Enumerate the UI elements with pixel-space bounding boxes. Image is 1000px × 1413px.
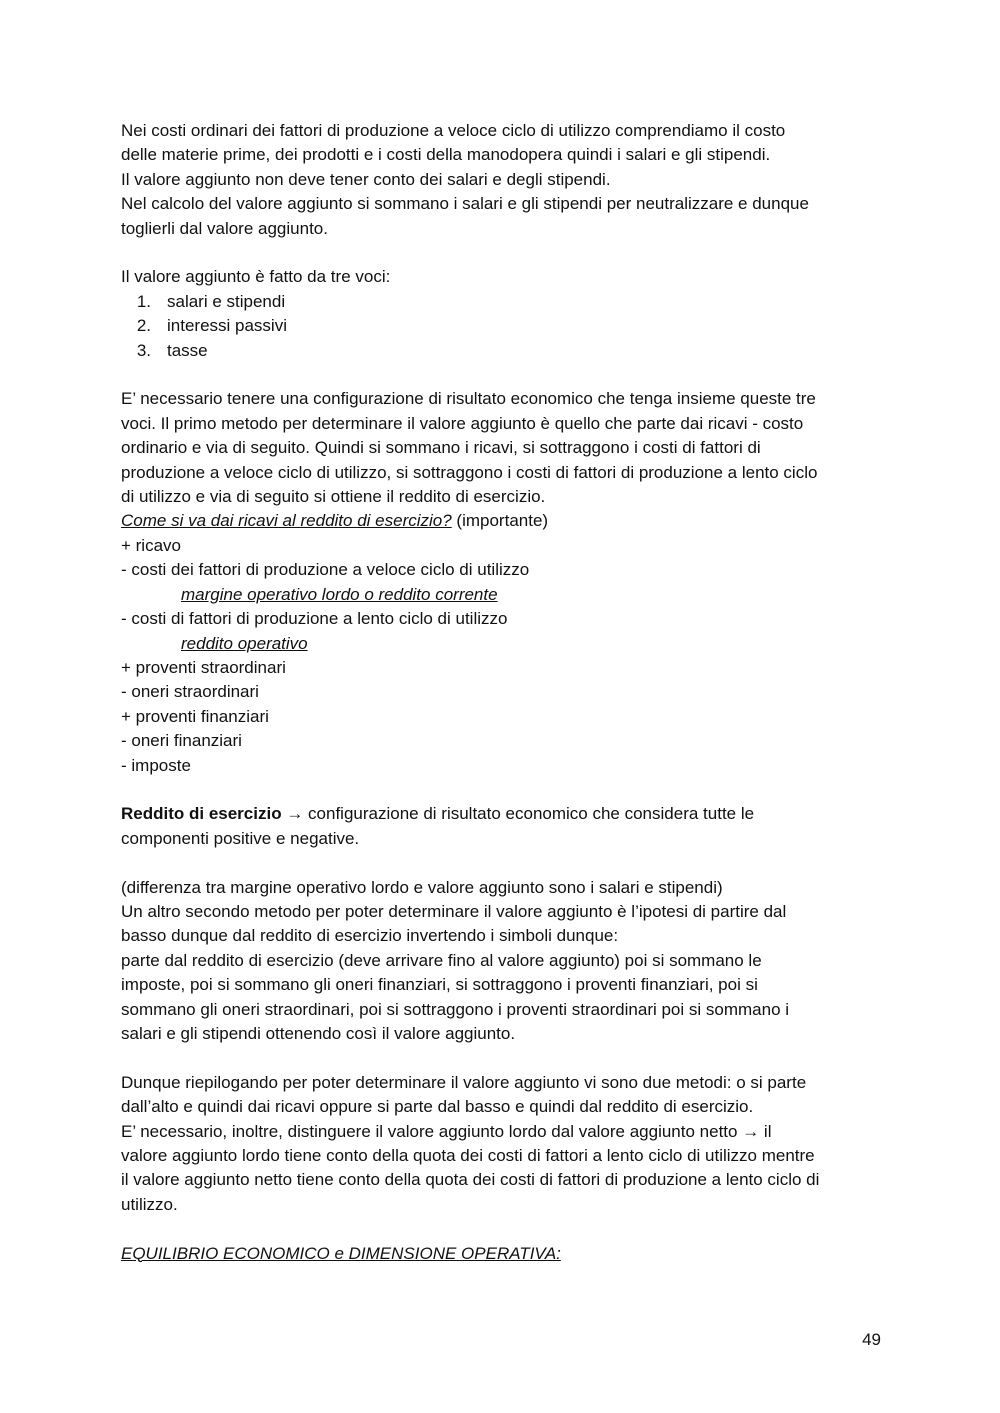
- text-line: utilizzo.: [121, 1194, 178, 1214]
- text-line: Il valore aggiunto non deve tener conto dei salari e degli stipendi.: [121, 169, 611, 189]
- text-line: Nei costi ordinari dei fattori di produzione a veloce ciclo di utilizzo comprendiamo il costo: [121, 121, 786, 140]
- text-line: parte dal reddito di esercizio (deve arrivare fino al valore aggiunto) poi si sommano le: [121, 950, 762, 970]
- text-line: produzione a veloce ciclo di utilizzo, si sottraggono i costi di fattori di produzione a lento ciclo: [121, 462, 818, 482]
- subtotal-line: margine operativo lordo o reddito corrente: [181, 584, 498, 604]
- text-line: dall’alto e quindi dai ricavi oppure si parte dal basso e quindi dal reddito di esercizio.: [121, 1097, 754, 1117]
- step-line: - imposte: [121, 755, 191, 775]
- list-number: 1.: [136, 291, 151, 311]
- definition-text: → configurazione di risultato economico che considera tutte le: [281, 804, 755, 824]
- step-line: - oneri straordinari: [121, 682, 259, 702]
- paragraph-secondo-metodo: [121, 876, 891, 1047]
- text-line: Un altro secondo metodo per poter determinare il valore aggiunto è l’ipotesi di partire dal: [121, 901, 787, 921]
- text-line: voci. Il primo metodo per determinare il valore aggiunto è quello che parte dai ricavi - costo: [121, 413, 804, 433]
- list-number: 2.: [136, 316, 151, 336]
- text-line: il valore aggiunto netto tiene conto della quota dei costi di fattori di produzione a lento ciclo di: [121, 1170, 820, 1190]
- text-line: valore aggiunto lordo tiene conto della quota dei costi di fattori a lento ciclo di utilizzo mentre: [121, 1145, 815, 1165]
- definition-term: Reddito di esercizio: [121, 804, 282, 824]
- text-line: imposte, poi si sommano gli oneri finanziari, si sottraggono i proventi finanziari, poi si: [121, 975, 758, 995]
- step-line: + proventi finanziari: [121, 706, 269, 726]
- list-intro: Il valore aggiunto è fatto da tre voci:: [121, 267, 391, 287]
- list-text: salari e stipendi: [167, 291, 286, 311]
- question-line: [121, 509, 891, 533]
- spacer: [121, 241, 891, 265]
- question-note: (importante): [451, 511, 549, 531]
- step-line: - oneri finanziari: [121, 731, 242, 751]
- text-line: E’ necessario tenere una configurazione di risultato economico che tenga insieme queste tre: [121, 389, 816, 409]
- paragraph-costi-ordinari: [121, 119, 891, 241]
- text-line: di utilizzo e via di seguito si ottiene il reddito di esercizio.: [121, 487, 546, 507]
- spacer: [121, 363, 891, 387]
- spacer: [121, 778, 891, 802]
- steps-list: [121, 534, 891, 778]
- definition-reddito: [121, 802, 891, 851]
- text-line: sommano gli oneri straordinari, poi si sottraggono i proventi straordinari poi si sommano i: [121, 999, 790, 1019]
- step-line: + ricavo: [121, 535, 181, 555]
- text-line: Nel calcolo del valore aggiunto si sommano i salari e gli stipendi per neutralizzare e dunque: [121, 194, 809, 214]
- list-item: [121, 314, 891, 338]
- list-item: [121, 290, 891, 314]
- text-line: E’ necessario, inoltre, distinguere il valore aggiunto lordo dal valore aggiunto netto → il: [121, 1121, 772, 1141]
- spacer: [121, 1046, 891, 1070]
- paragraph-riepilogo: [121, 1071, 891, 1217]
- text-line: ordinario e via di seguito. Quindi si sommano i ricavi, si sottraggono i costi di fattori di: [121, 438, 761, 458]
- spacer: [121, 851, 891, 875]
- text-line: basso dunque dal reddito di esercizio invertendo i simboli dunque:: [121, 926, 619, 946]
- question-text: Come si va dai ricavi al reddito di esercizio?: [121, 511, 452, 531]
- list-text: interessi passivi: [167, 316, 287, 336]
- text-line: (differenza tra margine operativo lordo e valore aggiunto sono i salari e stipendi): [121, 877, 723, 897]
- text-line: salari e gli stipendi ottenendo così il valore aggiunto.: [121, 1023, 516, 1043]
- list-text: tasse: [167, 340, 208, 360]
- list-item: [121, 339, 891, 363]
- step-line: + proventi straordinari: [121, 657, 286, 677]
- text-line: toglierli dal valore aggiunto.: [121, 218, 328, 238]
- text-line: delle materie prime, dei prodotti e i costi della manodopera quindi i salari e gli stipendi.: [121, 145, 771, 165]
- text-line: Dunque riepilogando per poter determinare il valore aggiunto vi sono due metodi: o si parte: [121, 1072, 807, 1092]
- step-line: - costi di fattori di produzione a lento ciclo di utilizzo: [121, 609, 508, 629]
- page-number: 49: [862, 1330, 881, 1349]
- step-line: - costi dei fattori di produzione a veloce ciclo di utilizzo: [121, 560, 530, 580]
- paragraph-primo-metodo: [121, 387, 891, 509]
- definition-line: [121, 802, 891, 826]
- valore-aggiunto-list: [121, 290, 891, 363]
- subtotal-line: reddito operativo: [181, 633, 308, 653]
- spacer: [121, 1217, 891, 1241]
- list-number: 3.: [136, 340, 151, 360]
- definition-line: componenti positive e negative.: [121, 828, 360, 848]
- section-heading: EQUILIBRIO ECONOMICO e DIMENSIONE OPERATIVA:: [121, 1243, 561, 1263]
- page-body: [121, 119, 891, 1266]
